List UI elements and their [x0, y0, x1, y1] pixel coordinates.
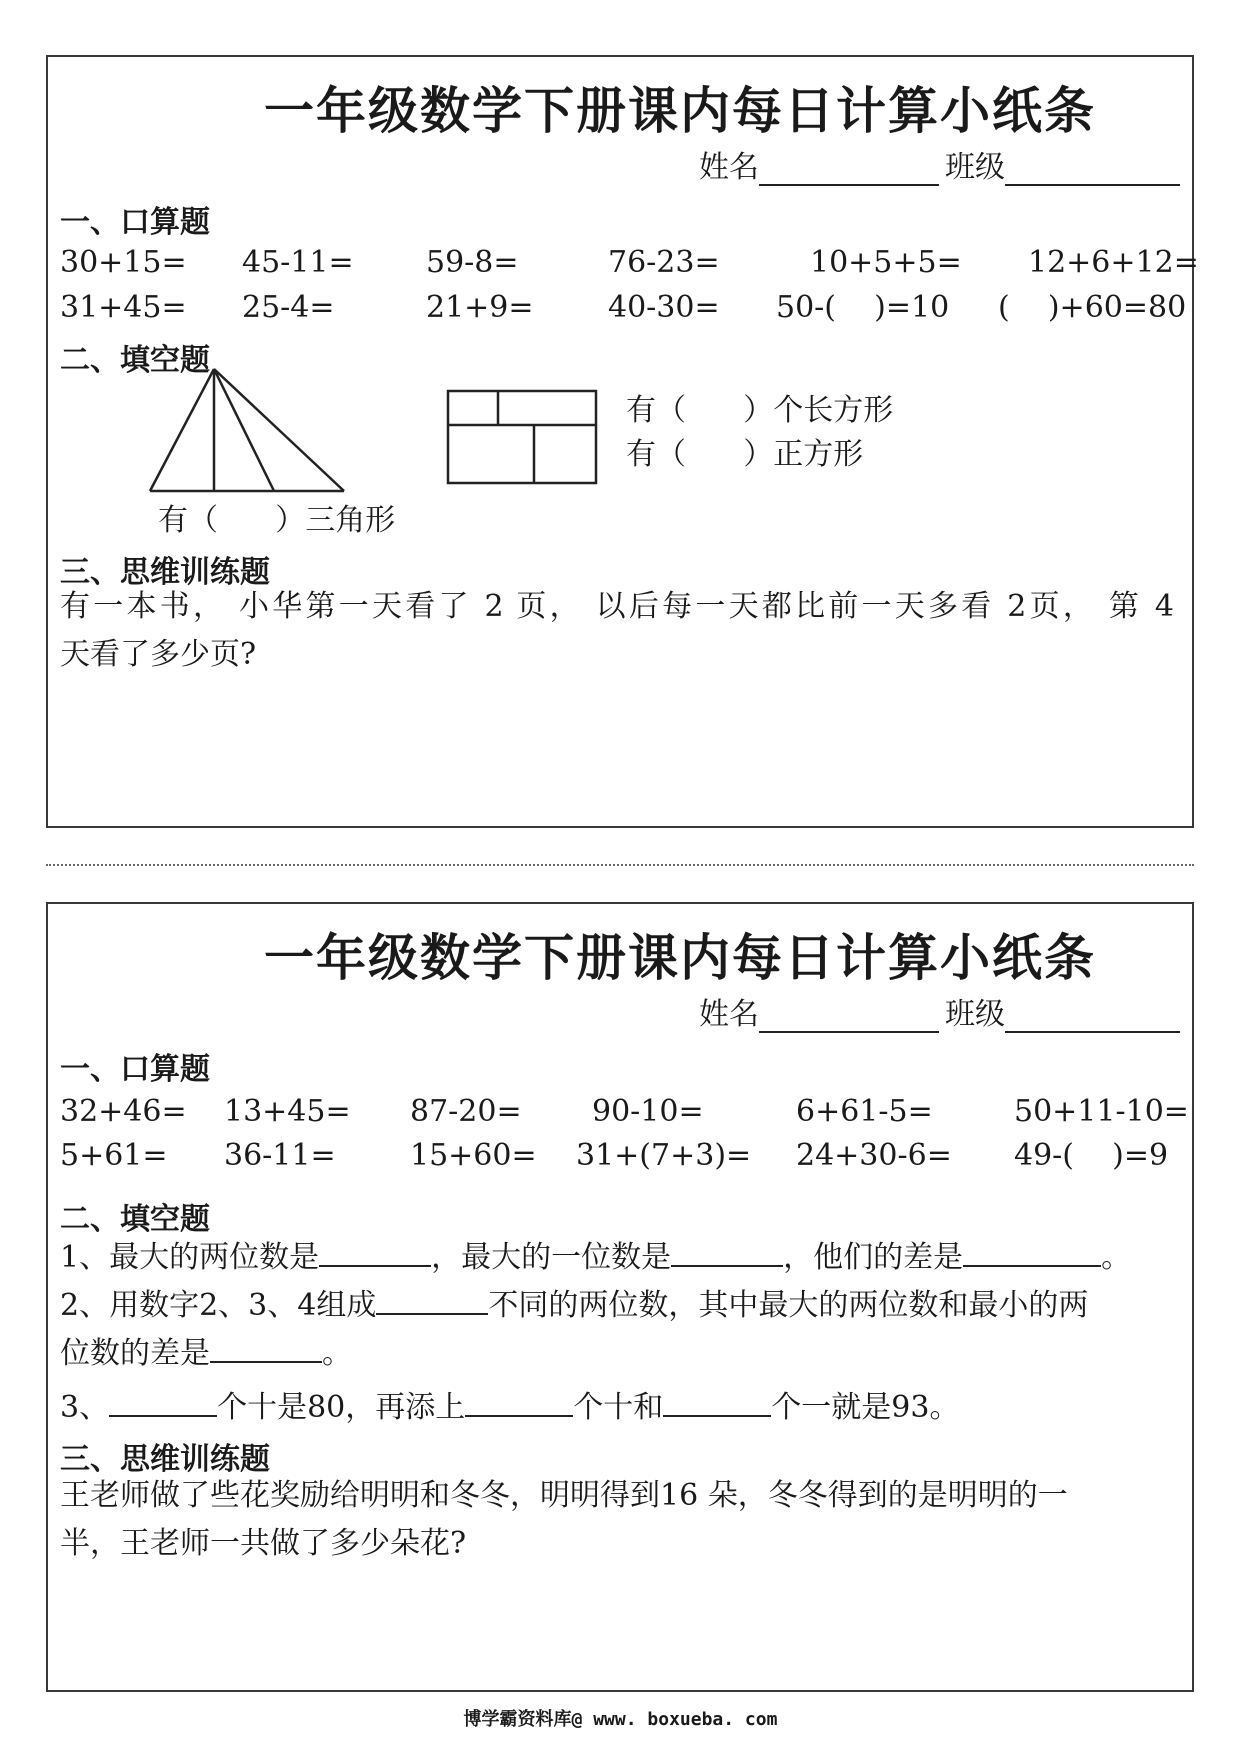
- class-blank[interactable]: [1005, 154, 1180, 186]
- question-text: 1、最大的两位数是: [60, 1240, 320, 1275]
- fill-question-2: [60, 1282, 1174, 1330]
- section-fill: 二、填空题: [60, 343, 210, 378]
- answer-blank[interactable]: [109, 1387, 217, 1417]
- answer-blank[interactable]: [319, 1237, 431, 1267]
- fill-question-1: [60, 1234, 1174, 1282]
- answer-blank[interactable]: [210, 1333, 322, 1363]
- answer-blank[interactable]: [663, 1387, 771, 1417]
- answer-blank[interactable]: [963, 1237, 1101, 1267]
- problem-line: 有一本书， 小华第一天看了 2 页， 以后每一天都比前一天多看 2页， 第 4: [60, 589, 1174, 624]
- oral-item: 10+5+5=: [810, 245, 962, 280]
- name-class-row: [699, 989, 1180, 1033]
- section-oral: 一、口算题: [60, 205, 210, 240]
- oral-item: 31+(7+3)=: [576, 1138, 752, 1173]
- oral-item: 21+9=: [426, 290, 534, 325]
- oral-item: 45-11=: [242, 245, 354, 280]
- worksheet-title: 一年级数学下册课内每日计算小纸条: [264, 929, 1096, 987]
- section-thinking: 三、思维训练题: [60, 1442, 270, 1477]
- section-oral: 一、口算题: [60, 1052, 210, 1087]
- class-blank[interactable]: [1005, 1001, 1180, 1033]
- name-label: 姓名: [699, 150, 759, 185]
- oral-row-1: [60, 1094, 1189, 1134]
- worksheet-card-2: [46, 902, 1194, 1692]
- oral-item: 87-20=: [410, 1094, 522, 1129]
- name-class-row: [699, 142, 1180, 186]
- name-blank[interactable]: [759, 154, 939, 186]
- footer-watermark: 博学霸资料库@ www. boxueba. com: [463, 1709, 778, 1730]
- question-text: ，最大的一位数是: [431, 1240, 672, 1275]
- problem-line: 天看了多少页?: [60, 637, 257, 672]
- thinking-problem: [60, 1472, 1174, 1568]
- question-text: 不同的两位数，其中最大的两位数和最小的两: [488, 1288, 1089, 1323]
- oral-item: 30+15=: [60, 245, 187, 280]
- oral-item: 25-4=: [242, 290, 335, 325]
- problem-line: 半，王老师一共做了多少朵花?: [60, 1526, 467, 1561]
- oral-item: 50-( )=10: [776, 290, 950, 325]
- worksheet-card-1: [46, 55, 1199, 828]
- oral-item: 36-11=: [224, 1138, 336, 1173]
- question-text: 个一就是93。: [771, 1390, 960, 1425]
- fill-questions: [60, 1234, 1174, 1432]
- cut-line: [46, 864, 1194, 866]
- oral-row-2: [60, 290, 1187, 330]
- oral-item: 59-8=: [426, 245, 519, 280]
- problem-line: 王老师做了些花奖励给明明和冬冬，明明得到16 朵，冬冬得到的是明明的一: [60, 1478, 1068, 1513]
- question-text: 。: [322, 1336, 352, 1371]
- question-text: ，他们的差是: [783, 1240, 964, 1275]
- oral-item: 90-10=: [592, 1094, 704, 1129]
- oral-item: 12+6+12=: [1028, 245, 1199, 280]
- oral-item: 24+30-6=: [796, 1138, 952, 1173]
- oral-item: 32+46=: [60, 1094, 187, 1129]
- question-text: 位数的差是: [60, 1336, 210, 1371]
- oral-item: 31+45=: [60, 290, 187, 325]
- worksheet-title: 一年级数学下册课内每日计算小纸条: [264, 82, 1096, 140]
- oral-item: 49-( )=9: [1014, 1138, 1169, 1173]
- oral-item: 50+11-10=: [1014, 1094, 1189, 1129]
- oral-item: 76-23=: [608, 245, 720, 280]
- name-blank[interactable]: [759, 1001, 939, 1033]
- class-label: 班级: [945, 997, 1005, 1032]
- section-fill: 二、填空题: [60, 1202, 210, 1237]
- question-text: 2、用数字2、3、4组成: [60, 1288, 377, 1323]
- question-text: 个十是80，再添上: [217, 1390, 466, 1425]
- oral-item: 15+60=: [410, 1138, 537, 1173]
- question-text: 个十和: [573, 1390, 664, 1425]
- rectangle-figure: [446, 389, 598, 485]
- fill-question-3: [60, 1384, 1174, 1432]
- question-text: 3、: [60, 1390, 110, 1425]
- oral-item: 13+45=: [224, 1094, 351, 1129]
- oral-item: 6+61-5=: [796, 1094, 933, 1129]
- name-label: 姓名: [699, 997, 759, 1032]
- fill-question-2-cont: [60, 1330, 1174, 1378]
- triangle-figure: [148, 365, 348, 493]
- answer-blank[interactable]: [465, 1387, 573, 1417]
- oral-row-1: [60, 245, 1199, 285]
- answer-blank[interactable]: [376, 1285, 488, 1315]
- section-thinking: 三、思维训练题: [60, 555, 270, 590]
- oral-item: 40-30=: [608, 290, 720, 325]
- rectangle-question: 有（ ）个长方形: [626, 393, 894, 428]
- answer-blank[interactable]: [671, 1237, 783, 1267]
- oral-item: ( )+60=80: [998, 290, 1187, 325]
- triangle-question: 有（ ）三角形: [158, 503, 396, 538]
- oral-item: 5+61=: [60, 1138, 168, 1173]
- thinking-problem: [60, 583, 1174, 679]
- square-question: 有（ ）正方形: [626, 437, 864, 472]
- question-text: 。: [1101, 1240, 1132, 1275]
- oral-row-2: [60, 1138, 1180, 1178]
- class-label: 班级: [945, 150, 1005, 185]
